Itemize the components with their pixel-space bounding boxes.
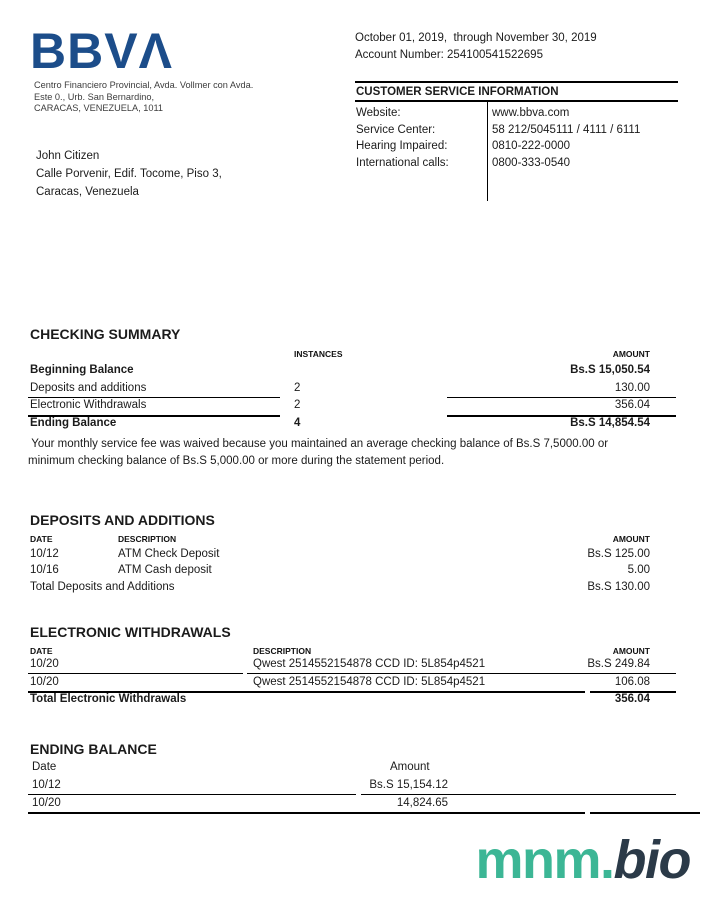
service-value: 58 212/5045111 / 4111 / 6111 — [492, 123, 641, 136]
table-line — [447, 415, 676, 417]
divider — [355, 100, 678, 102]
column-header-description: DESCRIPTION — [118, 534, 177, 544]
withdrawals-header — [30, 646, 650, 656]
table-line — [28, 673, 243, 674]
checking-summary-header — [30, 349, 650, 359]
table-line — [28, 812, 585, 814]
table-line — [447, 397, 676, 398]
deposits-header — [30, 534, 650, 544]
row-amount: 106.08 — [614, 675, 650, 688]
customer-address-line: Caracas, Venezuela — [36, 186, 139, 198]
service-value: 0800-333-0540 — [492, 156, 571, 169]
deposit-row — [30, 546, 650, 562]
row-date: 10/20 — [32, 796, 61, 809]
deposits-total-row — [30, 579, 650, 595]
customer-service-table — [356, 105, 678, 171]
service-label: Service Center: — [356, 123, 436, 136]
column-header-amount: AMOUNT — [612, 646, 650, 656]
service-label: Website: — [356, 107, 401, 119]
row-amount: Bs.S 15,050.54 — [570, 364, 650, 376]
row-amount: 14,824.65 — [396, 796, 448, 809]
row-date: 10/20 — [30, 658, 59, 670]
service-label: Hearing Impaired: — [356, 140, 448, 152]
service-value: www.bbva.com — [492, 107, 570, 119]
withdrawals-total-row — [30, 691, 650, 709]
row-amount: 356.04 — [614, 399, 650, 412]
service-fee-note: Your monthly service fee was waived because you maintained an average checking balance of Bs.S 7,5000.00 or minimum checking balance of Bs.S 5,000.00 or more during the statement period. — [28, 438, 612, 467]
summary-row-ending-balance — [30, 415, 650, 433]
row-instances: 2 — [294, 399, 301, 412]
ending-balance-title: ENDING BALANCE — [30, 741, 157, 757]
row-label: Electronic Withdrawals — [30, 399, 147, 412]
deposits-title: DEPOSITS AND ADDITIONS — [30, 512, 215, 528]
row-label: Ending Balance — [30, 416, 117, 429]
customer-service-title: CUSTOMER SERVICE INFORMATION — [356, 86, 559, 98]
table-line — [590, 812, 700, 814]
withdrawals-title: ELECTRONIC WITHDRAWALS — [30, 624, 231, 640]
table-line — [28, 691, 585, 693]
row-description: Qwest 2514552154878 CCD ID: 5L854p4521 — [253, 675, 486, 688]
bbva-logo: BBVΛ — [30, 23, 173, 79]
row-instances: 4 — [294, 416, 301, 429]
column-header-amount: Amount — [390, 761, 430, 773]
row-date: 10/20 — [30, 675, 59, 688]
row-date: 10/16 — [30, 564, 59, 577]
ending-balance-row — [30, 777, 676, 795]
row-amount: 130.00 — [614, 381, 650, 394]
withdrawal-row — [30, 656, 650, 674]
table-line — [590, 691, 676, 693]
mnm-bio-logo-suffix: bio — [613, 830, 690, 890]
row-label: Deposits and additions — [30, 381, 147, 394]
withdrawal-row — [30, 674, 650, 692]
row-date: 10/12 — [32, 779, 61, 791]
bank-address-line: CARACAS, VENEZUELA, 1011 — [34, 103, 164, 114]
summary-row-beginning-balance — [30, 362, 650, 380]
summary-row-withdrawals — [30, 397, 650, 415]
deposit-row — [30, 562, 650, 578]
row-description: Qwest 2514552154878 CCD ID: 5L854p4521 — [253, 658, 486, 670]
customer-service-row — [356, 155, 678, 172]
withdrawals-table — [30, 656, 650, 709]
customer-name: John Citizen — [36, 150, 100, 162]
customer-service-row — [356, 105, 678, 122]
column-header-description: DESCRIPTION — [253, 646, 312, 656]
account-number: Account Number: 254100541522695 — [355, 49, 543, 61]
row-instances: 2 — [294, 381, 301, 394]
table-line — [28, 397, 280, 398]
statement-period: October 01, 2019, through November 30, 2019 — [355, 32, 597, 44]
row-amount: Bs.S 14,854.54 — [570, 416, 650, 429]
deposits-table — [30, 546, 650, 595]
total-label: Total Deposits and Additions — [30, 580, 175, 593]
bank-address-line: Este 0., Urb. San Bernardino, — [34, 91, 155, 102]
customer-address-block — [36, 147, 222, 201]
total-amount: Bs.S 130.00 — [587, 580, 650, 593]
table-line — [28, 415, 280, 417]
column-header-amount: AMOUNT — [612, 534, 650, 544]
total-label: Total Electronic Withdrawals — [30, 693, 187, 706]
service-label: International calls: — [356, 156, 449, 169]
row-date: 10/12 — [30, 548, 59, 560]
checking-summary-title: CHECKING SUMMARY — [30, 326, 181, 342]
table-line — [247, 673, 676, 674]
customer-service-row — [356, 122, 678, 139]
column-header-instances: INSTANCES — [294, 349, 343, 359]
mnm-bio-logo-prefix: mnm. — [475, 830, 614, 890]
total-amount: 356.04 — [614, 693, 650, 706]
summary-row-deposits — [30, 380, 650, 398]
customer-address-line: Calle Porvenir, Edif. Tocome, Piso 3, — [36, 168, 222, 180]
row-amount: Bs.S 249.84 — [587, 658, 650, 670]
table-line — [28, 794, 356, 795]
row-amount: Bs.S 15,154.12 — [369, 779, 448, 791]
ending-balance-row — [30, 795, 676, 813]
row-amount: 5.00 — [627, 564, 650, 577]
row-amount: Bs.S 125.00 — [587, 548, 650, 560]
column-header-amount: AMOUNT — [612, 349, 650, 359]
table-line — [361, 794, 676, 795]
column-header-date: Date — [32, 761, 57, 773]
column-header-date: DATE — [30, 534, 53, 544]
divider — [355, 81, 678, 83]
bank-address — [34, 80, 253, 115]
row-label: Beginning Balance — [30, 364, 134, 376]
customer-service-row — [356, 138, 678, 155]
mnm-bio-logo — [475, 828, 690, 893]
service-value: 0810-222-0000 — [492, 140, 571, 152]
column-header-date: DATE — [30, 646, 53, 656]
row-description: ATM Cash deposit — [118, 564, 212, 577]
row-description: ATM Check Deposit — [118, 548, 220, 560]
row-instances — [294, 362, 454, 380]
bank-address-line: Centro Financiero Provincial, Avda. Vollmer con Avda. — [34, 80, 254, 90]
